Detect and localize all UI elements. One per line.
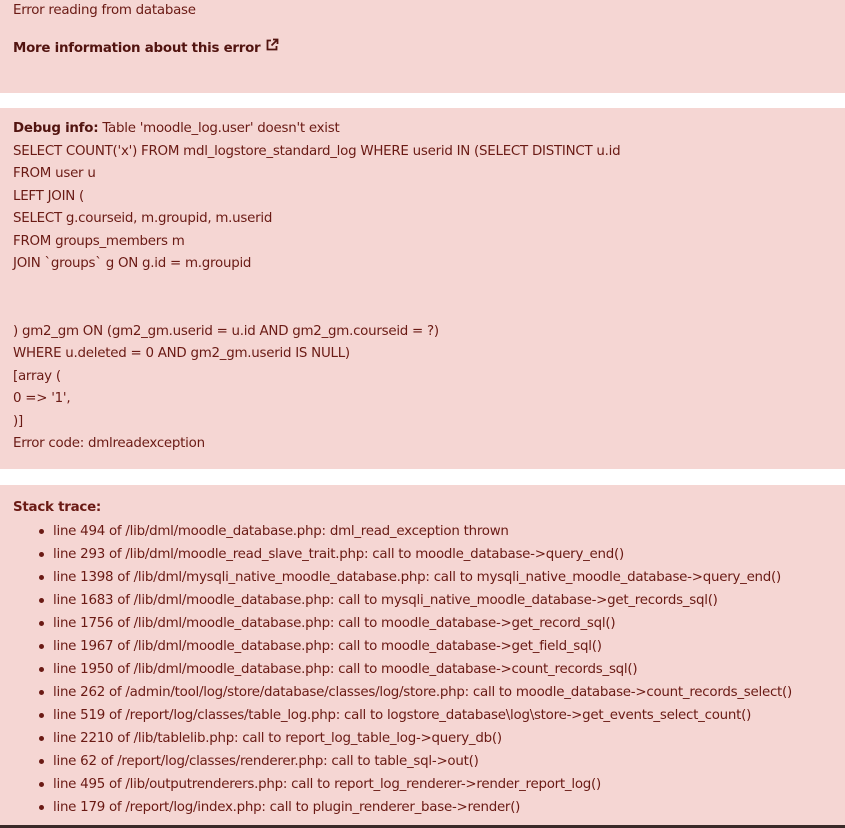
stack-trace-item	[39, 773, 832, 796]
bullet-icon	[39, 529, 44, 534]
stack-trace-text: line 495 of /lib/outputrenderers.php: call to report_log_renderer->render_report_log()	[53, 776, 601, 792]
stack-trace-item	[39, 681, 832, 704]
panel-gap	[0, 469, 845, 485]
stack-trace-item	[39, 612, 832, 635]
debug-info-panel	[0, 108, 845, 469]
stack-trace-item	[39, 543, 832, 566]
debug-line: FROM user u	[13, 166, 96, 181]
debug-label: Debug info:	[13, 121, 99, 136]
debug-line	[13, 298, 832, 321]
debug-line: ) gm2_gm ON (gm2_gm.userid = u.id AND gm2_gm.courseid = ?)	[13, 323, 439, 339]
stack-trace-text: line 1967 of /lib/dml/moodle_database.php: call to moodle_database->get_field_sql()	[53, 638, 602, 654]
bullet-icon	[39, 713, 44, 718]
stack-trace-item	[39, 727, 832, 750]
stack-trace-item	[39, 566, 832, 589]
bullet-icon	[39, 598, 44, 603]
stack-trace-text: line 262 of /admin/tool/log/store/database/classes/log/store.php: call to moodle_database->count_records_select()	[53, 684, 793, 700]
bullet-icon	[39, 736, 44, 741]
bullet-icon	[39, 644, 44, 649]
bullet-icon	[39, 805, 44, 810]
debug-line: FROM groups_members m	[13, 233, 185, 249]
debug-line: LEFT JOIN (	[13, 188, 85, 204]
stack-trace-text: line 179 of /report/log/index.php: call to plugin_renderer_base->render()	[53, 799, 521, 815]
more-info-label: More information about this error	[13, 41, 261, 56]
bullet-icon	[39, 759, 44, 764]
stack-trace-item	[39, 796, 832, 819]
bullet-icon	[39, 552, 44, 557]
debug-line: Error code: dmlreadexception	[13, 436, 205, 451]
stack-trace-item	[39, 750, 832, 773]
stack-trace-text: line 1950 of /lib/dml/moodle_database.php: call to moodle_database->count_records_sql()	[53, 661, 638, 677]
debug-line: SELECT COUNT('x') FROM mdl_logstore_standard_log WHERE userid IN (SELECT DISTINCT u.id	[13, 143, 621, 159]
error-message-panel	[0, 0, 845, 93]
stack-trace-list	[13, 520, 832, 819]
bullet-icon	[39, 621, 44, 626]
stack-trace-text: line 1683 of /lib/dml/moodle_database.php: call to mysqli_native_moodle_database->get_records_sql()	[53, 592, 718, 608]
bullet-icon	[39, 782, 44, 787]
error-message: Error reading from database	[13, 3, 196, 18]
debug-line: )]	[13, 413, 23, 429]
stack-trace-text: line 2210 of /lib/tablelib.php: call to report_log_table_log->query_db()	[53, 730, 502, 746]
stack-trace-text: line 62 of /report/log/classes/renderer.php: call to table_sql->out()	[53, 753, 479, 769]
stack-trace-item	[39, 520, 832, 543]
stack-trace-panel	[0, 485, 845, 825]
stack-trace-item	[39, 635, 832, 658]
stack-trace-text: line 519 of /report/log/classes/table_log.php: call to logstore_database\log\store->get_events_select_count()	[53, 707, 752, 723]
bullet-icon	[39, 690, 44, 695]
stack-trace-title: Stack trace:	[13, 500, 102, 515]
bullet-icon	[39, 575, 44, 580]
stack-trace-text: line 1398 of /lib/dml/mysqli_native_moodle_database.php: call to mysqli_native_moodle_database->query_end()	[53, 569, 781, 585]
debug-line: 0 => '1',	[13, 391, 71, 406]
stack-trace-text: line 494 of /lib/dml/moodle_database.php: dml_read_exception thrown	[53, 523, 509, 539]
stack-trace-text: line 293 of /lib/dml/moodle_read_slave_trait.php: call to moodle_database->query_end()	[53, 546, 624, 562]
debug-line: WHERE u.deleted = 0 AND gm2_gm.userid IS NULL)	[13, 346, 350, 361]
debug-line: SELECT g.courseid, m.groupid, m.userid	[13, 211, 273, 226]
debug-summary	[13, 118, 832, 141]
debug-line: JOIN `groups` g ON g.id = m.groupid	[13, 256, 252, 271]
stack-trace-item	[39, 658, 832, 681]
stack-trace-text: line 1756 of /lib/dml/moodle_database.php: call to moodle_database->get_record_sql()	[53, 615, 616, 631]
more-info-link[interactable]	[13, 38, 279, 60]
external-link-icon	[265, 38, 279, 60]
debug-line	[13, 276, 832, 299]
stack-trace-item	[39, 589, 832, 612]
bullet-icon	[39, 667, 44, 672]
debug-summary-text: Table 'moodle_log.user' doesn't exist	[98, 121, 340, 136]
debug-sql	[13, 141, 832, 456]
debug-line: [array (	[13, 368, 61, 384]
panel-gap	[0, 93, 845, 108]
stack-trace-item	[39, 704, 832, 727]
